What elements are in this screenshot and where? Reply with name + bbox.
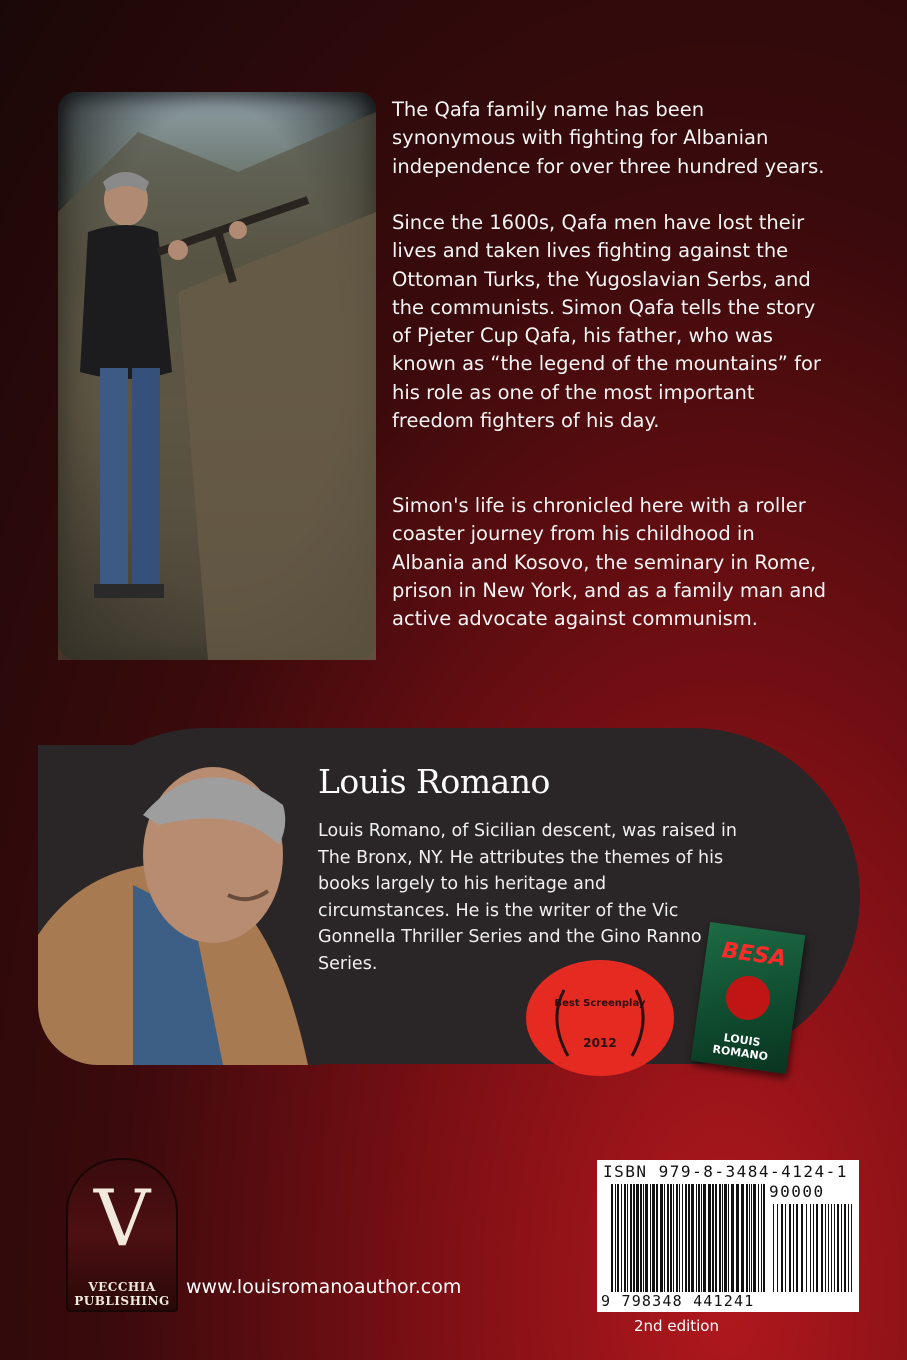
award-title: Best Screenplay — [554, 998, 646, 1009]
author-website-link[interactable]: www.louisromanoauthor.com — [186, 1276, 462, 1298]
book-title: BESA — [720, 938, 788, 972]
description-paragraph-3: Simon's life is chronicled here with a roller coaster journey from his childhood in Albania and Kosovo, the seminary in Rome, prison in New York, and as a family man and active advocate against communism. — [392, 494, 827, 631]
rifle-man-illustration — [58, 92, 376, 660]
edition-label: 2nd edition — [634, 1317, 719, 1335]
description-paragraph-2: Since the 1600s, Qafa men have lost their lives and taken lives fighting against the Ottoman Turks, the Yugoslavian Serbs, and the communists. Simon Qafa tells the story of Pjeter Cup Qafa, his father, who was known as “the legend of the mountains” for his role as one of the most important freedom fighters of his day. — [392, 211, 821, 433]
price-code: 90000 — [769, 1182, 825, 1201]
award-year: 2012 — [583, 1036, 617, 1050]
isbn-barcode-box — [597, 1160, 859, 1312]
cover-photo-man-with-rifle — [58, 92, 376, 660]
author-portrait-illustration — [38, 745, 322, 1065]
isbn-number: 9 798348 441241 — [601, 1292, 755, 1310]
publisher-name-line-2: PUBLISHING — [74, 1294, 170, 1308]
publisher-name-line-1: VECCHIA — [88, 1280, 156, 1294]
book-cover-thumbnail — [691, 922, 806, 1074]
description-paragraph-1: The Qafa family name has been synonymous with fighting for Albanian independence for over three hundred years. — [392, 98, 825, 178]
publisher-logo — [66, 1158, 178, 1312]
award-badge — [526, 960, 674, 1076]
book-author: LOUIS ROMANO — [711, 1031, 769, 1064]
barcode-icon — [597, 1160, 859, 1312]
isbn-label: ISBN 979-8-3484-4124-1 — [603, 1162, 848, 1181]
author-photo — [38, 745, 322, 1065]
laurel-icon — [526, 960, 674, 1076]
publisher-logo-initial: V — [93, 1174, 151, 1264]
author-bio: Louis Romano, of Sicilian descent, was raised in The Bronx, NY. He attributes the themes of his books largely to his heritage and circumstances. He is the writer of the Vic Gonnella Thriller Series and the Gino Ranno Series. — [318, 821, 738, 974]
author-name: Louis Romano — [318, 762, 550, 801]
eagle-icon — [723, 973, 773, 1023]
